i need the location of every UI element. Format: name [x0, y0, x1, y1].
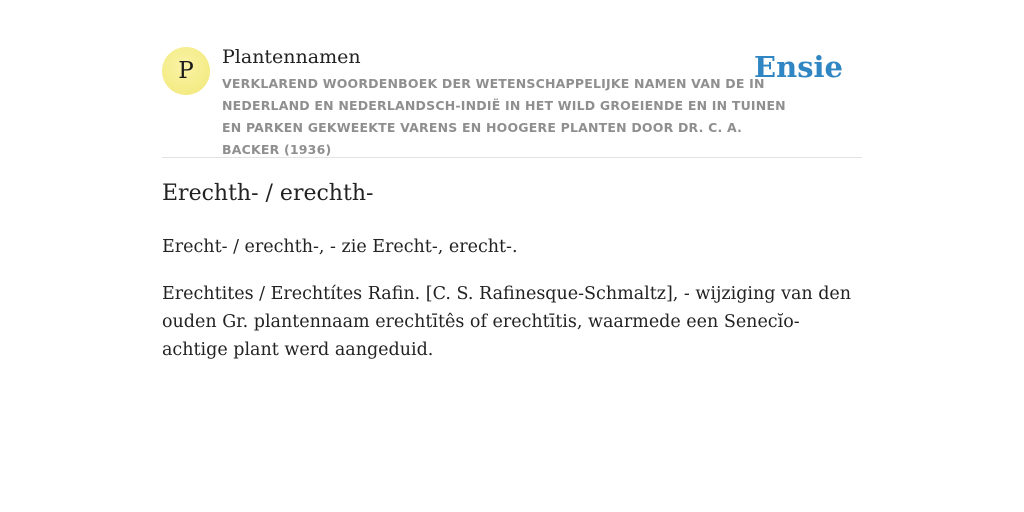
book-subtitle: VERKLAREND WOORDENBOEK DER WETENSCHAPPELIJKE NAMEN VAN DE IN NEDERLAND EN NEDERLANDSCH-INDIË IN HET WILD GROEIENDE EN IN TUINEN EN PARKEN GEKWEEKTE VARENS EN HOOGERE PLANTEN DOOR DR. C. A. BACKER (1936) — [222, 76, 786, 157]
ensie-brand-logo[interactable]: Ensie — [754, 50, 843, 84]
entry-title: Erechth- / erechth- — [162, 181, 374, 206]
book-logo[interactable] — [162, 47, 210, 95]
book-logo-letter: P — [178, 58, 194, 84]
entry-body — [162, 233, 862, 383]
entry-paragraph: Erechtites / Erechtítes Rafin. [C. S. Rafinesque-Schmaltz], - wijziging van den ouden Gr. plantennaam erechtītês of erechtītis, waarmede een Senecĭo-achtige plant werd aangeduid. — [162, 284, 852, 360]
book-title[interactable]: Plantennamen — [222, 46, 361, 68]
book-header — [162, 44, 862, 158]
entry-paragraph: Erecht- / erechth-, - zie Erecht-, erecht-. — [162, 237, 518, 257]
